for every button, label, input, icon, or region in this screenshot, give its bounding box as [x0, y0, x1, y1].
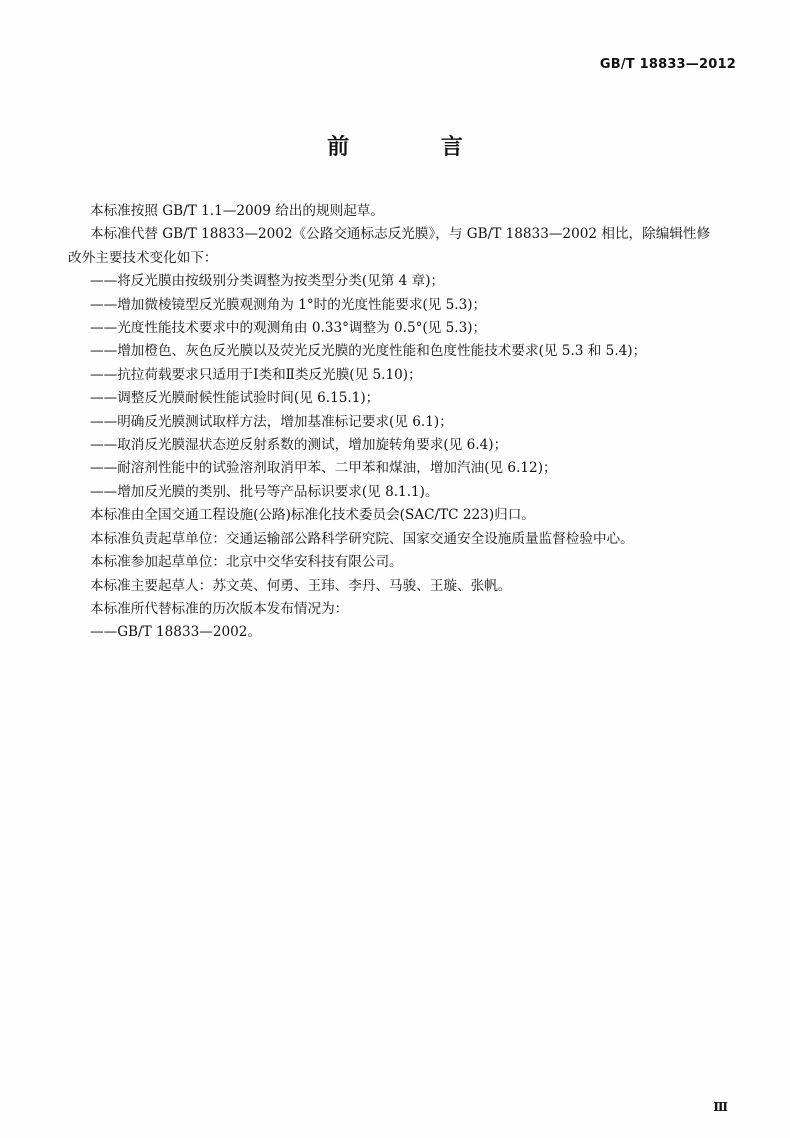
list-item: ——调整反光膜耐候性能试验时间(见 6.15.1)； [90, 390, 380, 407]
list-item: ——光度性能技术要求中的观测角由 0.33°调整为 0.5°(见 5.3)； [90, 320, 487, 337]
list-item: ——增加微棱镜型反光膜观测角为 1°时的光度性能要求(见 5.3)； [90, 296, 487, 313]
standard-code: GB/T 18833—2012 [599, 57, 736, 72]
paragraph-line: 本标准由全国交通工程设施(公路)标准化技术委员会(SAC/TC 223)归口。 [90, 507, 535, 524]
paragraph-line: 本标准主要起草人：苏文英、何勇、王玮、李丹、马骏、王璇、张帆。 [90, 577, 512, 594]
list-item: ——增加橙色、灰色反光膜以及荧光反光膜的光度性能和色度性能技术要求(见 5.3 和 5.4)； [90, 343, 647, 360]
list-item: ——增加反光膜的类别、批号等产品标识要求(见 8.1.1)。 [90, 483, 439, 500]
list-item: ——抗拉荷载要求只适用于Ⅰ类和Ⅱ类反光膜(见 5.10)； [90, 366, 422, 383]
list-item: ——GB/T 18833—2002。 [90, 624, 262, 641]
paragraph-line: 本标准负责起草单位：交通运输部公路科学研究院、国家交通安全设施质量监督检验中心。 [90, 530, 634, 547]
page-title: 前 言 [327, 135, 505, 160]
foreword-body [68, 200, 748, 645]
paragraph-line: 本标准参加起草单位：北京中交华安科技有限公司。 [90, 554, 403, 571]
list-item: ——取消反光膜湿状态逆反射系数的测试，增加旋转角要求(见 6.4)； [90, 437, 508, 454]
paragraph-line: 改外主要技术变化如下： [68, 249, 218, 266]
paragraph-line: 本标准按照 GB/T 1.1—2009 给出的规则起草。 [90, 203, 384, 219]
paragraph-line: 本标准所代替标准的历次版本发布情况为： [90, 600, 349, 617]
list-item: ——将反光膜由按级别分类调整为按类型分类(见第 4 章)； [90, 273, 445, 290]
list-item: ——明确反光膜测试取样方法，增加基准标记要求(见 6.1)； [90, 413, 453, 430]
page-number: Ⅲ [713, 1100, 728, 1114]
list-item: ——耐溶剂性能中的试验溶剂取消甲苯、二甲苯和煤油，增加汽油(见 6.12)； [90, 460, 557, 477]
paragraph-line: 本标准代替 GB/T 18833—2002《公路交通标志反光膜》，与 GB/T 18833—2002 相比，除编辑性修 [90, 226, 711, 243]
